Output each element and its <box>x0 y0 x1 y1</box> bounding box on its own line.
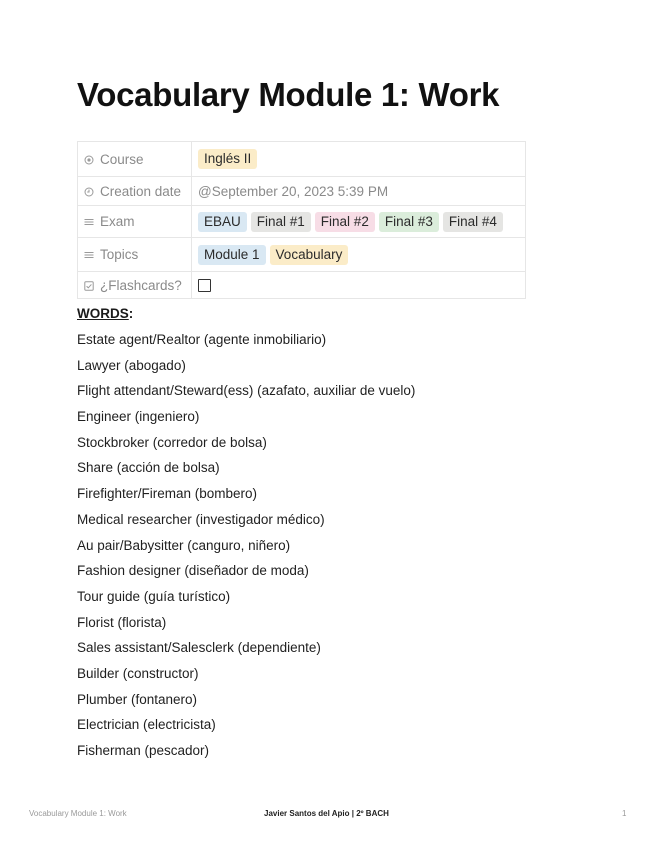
list-item: Estate agent/Realtor (agente inmobiliario) <box>77 332 327 347</box>
list-item: Plumber (fontanero) <box>77 691 198 707</box>
property-row-topics <box>78 238 526 272</box>
property-label-course: Course <box>78 142 192 177</box>
exam-tag-final-1[interactable]: Final #1 <box>251 212 311 232</box>
property-row-flashcards <box>78 272 526 299</box>
list-item: Fashion designer (diseñador de moda) <box>77 563 309 579</box>
property-value-exam[interactable] <box>192 206 526 238</box>
clock-icon <box>84 187 94 197</box>
property-row-course <box>78 142 526 177</box>
property-row-exam <box>78 206 526 238</box>
list-item: Share (acción de bolsa) <box>77 460 220 476</box>
target-icon <box>84 155 94 165</box>
property-label-creation-date: Creation date <box>78 177 192 206</box>
footer-author: Javier Santos del Apio | 2º BACH <box>264 809 389 818</box>
list-item: Builder (constructor) <box>77 665 199 681</box>
footer-page-number: 1 <box>622 809 627 818</box>
property-value-topics[interactable] <box>192 238 526 272</box>
checkbox-icon <box>84 281 94 291</box>
list-item: Flight attendant/Steward(ess) (azafato, auxiliar de vuelo) <box>77 383 416 399</box>
topic-tag-vocabulary[interactable]: Vocabulary <box>270 245 349 265</box>
properties-table <box>77 141 526 299</box>
list-icon <box>84 217 94 227</box>
footer-document-title: Vocabulary Module 1: Work <box>29 809 127 818</box>
property-value-creation-date <box>192 177 526 206</box>
list-item: Electrician (electricista) <box>77 717 216 733</box>
creation-date-value: @September 20, 2023 5:39 PM <box>198 183 389 199</box>
word-list <box>77 330 415 767</box>
list-item: Lawyer (abogado) <box>77 357 186 373</box>
list-icon <box>84 250 94 260</box>
course-tag[interactable]: Inglés II <box>198 149 257 169</box>
words-heading: WORDS: <box>77 306 134 321</box>
list-item: Firefighter/Fireman (bombero) <box>77 486 258 502</box>
exam-tag-final-2[interactable]: Final #2 <box>315 212 375 232</box>
property-label-flashcards: ¿Flashcards? <box>78 272 192 299</box>
exam-tag-final-4[interactable]: Final #4 <box>443 212 503 232</box>
property-label-topics: Topics <box>78 238 192 272</box>
property-row-creation-date <box>78 177 526 206</box>
topic-tag-module-1[interactable]: Module 1 <box>198 245 266 265</box>
list-item: Stockbroker (corredor de bolsa) <box>77 434 267 450</box>
exam-tag-ebau[interactable]: EBAU <box>198 212 247 232</box>
exam-tag-final-3[interactable]: Final #3 <box>379 212 439 232</box>
flashcards-checkbox[interactable] <box>198 279 211 292</box>
property-value-course[interactable] <box>192 142 526 177</box>
list-item: Sales assistant/Salesclerk (dependiente) <box>77 640 321 656</box>
list-item: Florist (florista) <box>77 614 167 630</box>
list-item: Engineer (ingeniero) <box>77 409 200 425</box>
page-title: Vocabulary Module 1: Work <box>77 76 500 113</box>
property-value-flashcards[interactable] <box>192 272 526 299</box>
list-item: Fisherman (pescador) <box>77 743 210 758</box>
list-item: Medical researcher (investigador médico) <box>77 511 325 527</box>
property-label-exam: Exam <box>78 206 192 238</box>
list-item: Tour guide (guía turístico) <box>77 588 231 604</box>
list-item: Au pair/Babysitter (canguro, niñero) <box>77 537 291 553</box>
